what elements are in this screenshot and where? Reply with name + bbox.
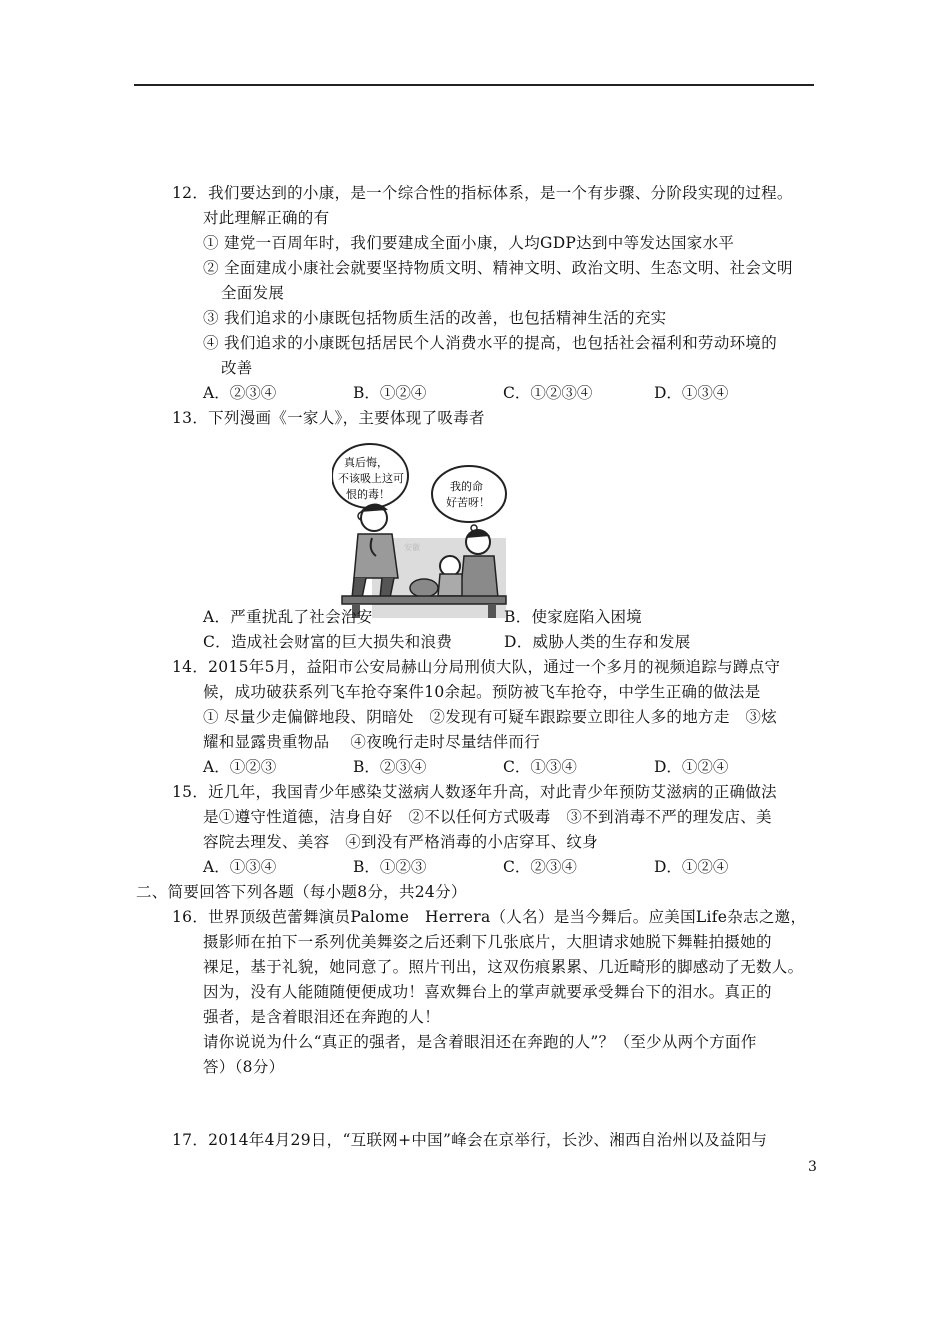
q16-line6: 请你说说为什么“真正的强者，是含着眼泪还在奔跑的人”？（至少从两个方面作 [203, 1033, 757, 1051]
q12-item-2-cont: 全面发展 [221, 284, 285, 302]
q15-line3: 容院去理发、美容 ④到没有严格消毒的小店穿耳、纹身 [203, 833, 599, 851]
q15-options [203, 857, 803, 877]
q14-option-c: C．①③④ [503, 758, 577, 776]
q14-line1: 14．2015年5月，益阳市公安局赫山分局刑侦大队，通过一个多月的视频追踪与蹲点守 [172, 658, 781, 676]
q16-line3: 裸足，基于礼貌，她同意了。照片刊出，这双伤痕累累、几近畸形的脚感动了无数人。 [203, 958, 804, 976]
q14-line2: 候，成功破获系列飞车抢夺案件10余起。预防被飞车抢夺，中学生正确的做法是 [203, 683, 761, 701]
q13-option-a: A．严重扰乱了社会治安 [203, 608, 373, 626]
q12-option-a: A．②③④ [203, 384, 277, 402]
q13-option-c: C．造成社会财富的巨大损失和浪费 [203, 633, 453, 651]
q12-item-3: ③ 我们追求的小康既包括物质生活的改善，也包括精神生活的充实 [203, 309, 667, 327]
cartoon-watermark: 安徽 [404, 543, 420, 552]
q13-stem: 13．下列漫画《一家人》，主要体现了吸毒者 [172, 409, 485, 427]
q16-line4: 因为，没有人能随随便便成功！喜欢舞台上的掌声就要承受舞台下的泪水。真正的 [203, 983, 772, 1001]
q14-option-b: B．②③④ [353, 758, 427, 776]
q14-options [203, 757, 803, 777]
q13-option-d: D．威胁人类的生存和发展 [504, 633, 691, 651]
bubble-right-line2: 好苦呀！ [446, 496, 490, 509]
q12-stem-line1: 12．我们要达到的小康，是一个综合性的指标体系，是一个有步骤、分阶段实现的过程。 [172, 184, 793, 202]
q15-option-d: D．①②④ [654, 858, 729, 876]
q16-line7: 答）（8分） [203, 1058, 285, 1076]
q15-option-a: A．①③④ [203, 858, 277, 876]
q16-line5: 强者，是含着眼泪还在奔跑的人！ [203, 1008, 441, 1026]
bubble-left-line1: 真后悔， [344, 456, 388, 469]
q12-option-c: C．①②③④ [503, 384, 593, 402]
page-number: 3 [808, 1159, 817, 1175]
q14-option-a: A．①②③ [203, 758, 277, 776]
q15-option-c: C．②③④ [503, 858, 577, 876]
header-rule [134, 84, 814, 86]
q12-item-4: ④ 我们追求的小康既包括居民个人消费水平的提高，也包括社会福利和劳动环境的 [203, 334, 778, 352]
q12-item-4-cont: 改善 [221, 359, 253, 377]
q12-option-b: B．①②④ [353, 384, 427, 402]
q12-option-d: D．①③④ [654, 384, 729, 402]
section2-heading: 二、简要回答下列各题（每小题8分，共24分） [136, 883, 467, 901]
q14-line4: 耀和显露贵重物品 ④夜晚行走时尽量结伴而行 [203, 733, 541, 751]
q14-line3: ① 尽量少走偏僻地段、阴暗处 ②发现有可疑车跟踪要立即往人多的地方走 ③炫 [203, 708, 778, 726]
q15-line1: 15．近几年，我国青少年感染艾滋病人数逐年升高，对此青少年预防艾滋病的正确做法 [172, 783, 777, 801]
q14-option-d: D．①②④ [654, 758, 729, 776]
q16-line1: 16．世界顶级芭蕾舞演员Palome Herrera（人名）是当今舞后。应美国Life杂志之邀， [172, 908, 807, 926]
q12-options [203, 383, 803, 403]
q12-stem-line2: 对此理解正确的有 [203, 209, 330, 227]
bubble-right-line1: 我的命 [450, 480, 483, 493]
q15-option-b: B．①②③ [353, 858, 427, 876]
q13-option-b: B．使家庭陷入困境 [504, 608, 643, 626]
q12-item-1: ① 建党一百周年时，我们要建成全面小康，人均GDP达到中等发达国家水平 [203, 234, 735, 252]
bubble-left-line2: 不该吸上这可 [338, 472, 404, 485]
bubble-left-line3: 恨的毒！ [346, 488, 390, 501]
q17-line1: 17．2014年4月29日，“互联网+中国”峰会在京举行，长沙、湘西自治州以及益阳与 [172, 1131, 768, 1149]
family-cartoon-image [332, 438, 508, 618]
q12-item-2: ② 全面建成小康社会就要坚持物质文明、精神文明、政治文明、生态文明、社会文明 [203, 259, 793, 277]
q16-line2: 摄影师在拍下一系列优美舞姿之后还剩下几张底片，大胆请求她脱下舞鞋拍摄她的 [203, 933, 772, 951]
q15-line2: 是①遵守性道德，洁身自好 ②不以任何方式吸毒 ③不到消毒不严的理发店、美 [203, 808, 772, 826]
